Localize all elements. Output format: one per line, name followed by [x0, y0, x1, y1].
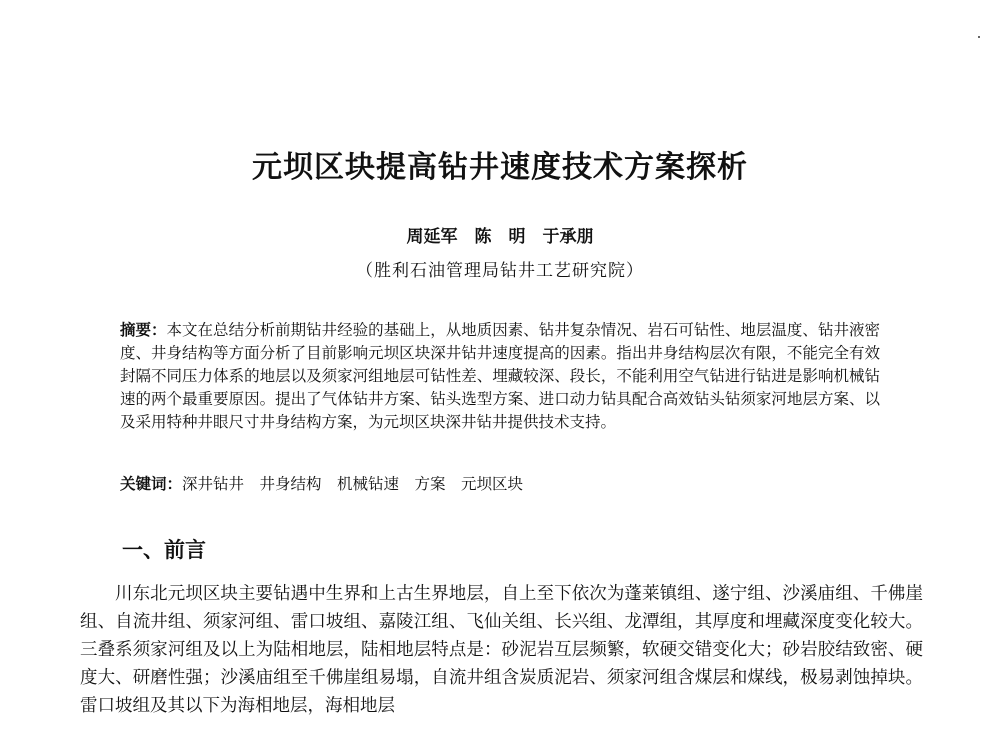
body-paragraph: 川东北元坝区块主要钻遇中生界和上古生界地层，自上至下依次为蓬莱镇组、遂宁组、沙溪庙组、千佛崖组、自流井组、须家河组、雷口坡组、嘉陵江组、飞仙关组、长兴组、龙潭组，其厚度和埋藏深度变化较大。三叠系须家河组及以上为陆相地层，陆相地层特点是：砂泥岩互层频繁，软硬交错变化大；砂岩胶结致密、硬度大、研磨性强；沙溪庙组至千佛崖组易塌，自流井组含炭质泥岩、须家河组含煤层和煤线，极易剥蚀掉块。雷口坡组及其以下为海相地层，海相地层 — [80, 584, 923, 716]
abstract-block — [120, 318, 880, 434]
section-heading: 一、前言 — [122, 537, 206, 562]
paper-title: 元坝区块提高钻井速度技术方案探析 — [252, 150, 748, 185]
keywords-text: 深井钻井 井身结构 机械钻速 方案 元坝区块 — [182, 475, 524, 493]
author-list: 周延军 陈 明 于承朋 — [406, 227, 594, 247]
scan-speck — [978, 36, 980, 38]
keywords-label: 关键词： — [120, 474, 183, 493]
abstract-text: 本文在总结分析前期钻井经验的基础上，从地质因素、钻井复杂情况、岩石可钻性、地层温度、钻井液密度、井身结构等方面分析了目前影响元坝区块深井钻井速度提高的因素。指出井身结构层次有限，不能完全有效封隔不同压力体系的地层以及须家河组地层可钻性差、埋藏较深、段长，不能利用空气钻进行钻进是影响机械钻速的两个最重要原因。提出了气体钻井方案、钻头选型方案、进口动力钻具配合高效钻头钻须家河地层方案、以及采用特种井眼尺寸井身结构方案，为元坝区块深井钻井提供技术支持。 — [120, 321, 880, 431]
author-affiliation: （胜利石油管理局钻井工艺研究院） — [356, 261, 644, 281]
keywords-block — [120, 472, 880, 496]
abstract-label: 摘要： — [120, 320, 167, 339]
